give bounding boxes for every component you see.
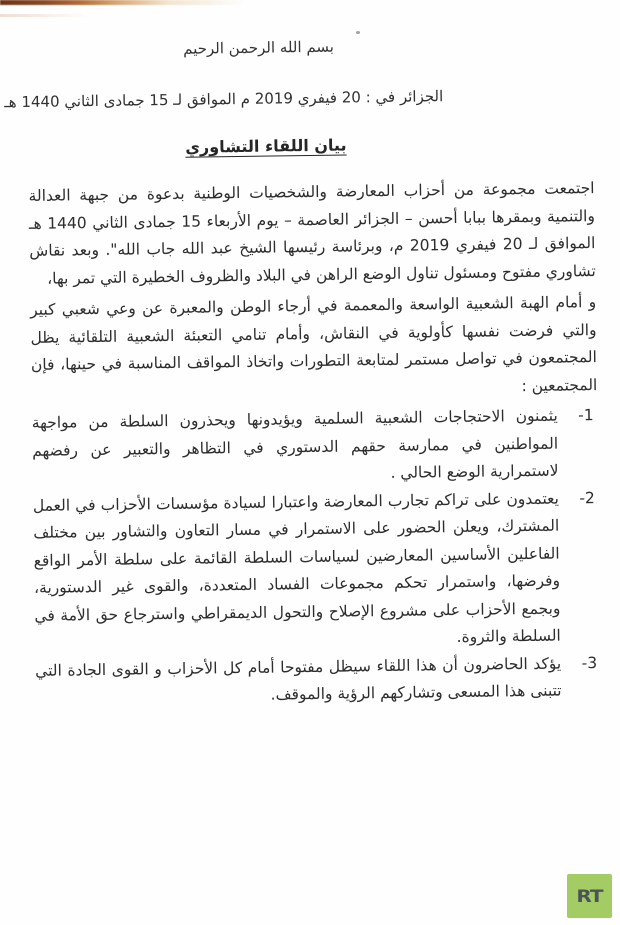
paragraph-intro: اجتمعت مجموعة من أحزاب المعارضة والشخصيات الوطنية بدعوة من جبهة العدالة والتنمية وبمقرها ببابا أحسن – الجزائر العاصمة – يوم الأربعاء 15 جمادى الثاني 1440 هـ الموافق لـ 20 فيفري 2019 م، وبرئاسة رئيسها الشيخ عبد الله جاب الله". وبعد نقاش تشاوري مفتوح ومسئول تناول الوضع الراهن في البلاد والظروف الخطيرة التي تمر بها،	[28, 179, 596, 288]
list-item	[32, 402, 599, 492]
date-line: الجزائر في : 20 فيفري 2019 م الموافق لـ 15 جمادى الثاني 1440 هـ	[4, 87, 444, 112]
list-item	[33, 485, 601, 658]
document-title: بيان اللقاء التشاوري	[185, 135, 347, 157]
list-number: 3-	[581, 653, 598, 672]
rt-logo-watermark	[567, 874, 612, 918]
list-item-text: يعتمدون على تراكم تجارب المعارضة واعتبارا لسيادة مؤسسات الأحزاب في العمل المشترك، ويعلن الحضور على الاستمرار في مسار التعاون والتشاور بين مختلف الفاعلين الأساسين المعارضين لسياسات السلطة القائمة على سلطة الأمر الواقع وفرضها، واستمرار تحكم مجموعات الفساد المتعددة، والقوى غير الدستورية، وبجمع الأحزاب على مشروع الإصلاح والتحول الديمقراطي واسترجاع حق الأمة في السلطة والثروة.	[32, 489, 561, 647]
numbered-list	[32, 402, 602, 712]
list-number: 1-	[578, 406, 594, 425]
list-item	[35, 649, 602, 712]
paragraph-context: و أمام الهبة الشعبية الواسعة والمعممة في أرجاء الوطن والمعبرة عن وعي شعبي كبير والتي فرضت نفسها كأولوية في النقاش، وأمام تنامي التعبئة الشعبية التلقائية يظل المجتمعون في تواصل مستمر لمتابعة التطورات واتخاذ المواقف المناسبة في حينها، فإن المجتمعين :	[30, 293, 598, 395]
list-number: 2-	[579, 488, 595, 507]
title-wrap	[0, 133, 549, 160]
bismillah-line: بسم الله الرحمن الرحيم	[183, 37, 335, 58]
list-item-text: يثمنون الاحتجاجات الشعبية السلمية ويؤيدونها ويحذرون السلطة من مواجهة المواطنين في ممارسة حقهم الدستوري في التظاهر والتعبير عن رفضهم لاستمرارية الوضع الحالي .	[31, 406, 559, 482]
list-item-text: يؤكد الحاضرون أن هذا اللقاء سيظل مفتوحا أمام كل الأحزاب و القوى الجادة التي تتبنى هذا المسعى وتشاركهم الرؤية والموقف.	[35, 654, 562, 704]
rt-logo-text: RT	[576, 885, 603, 907]
